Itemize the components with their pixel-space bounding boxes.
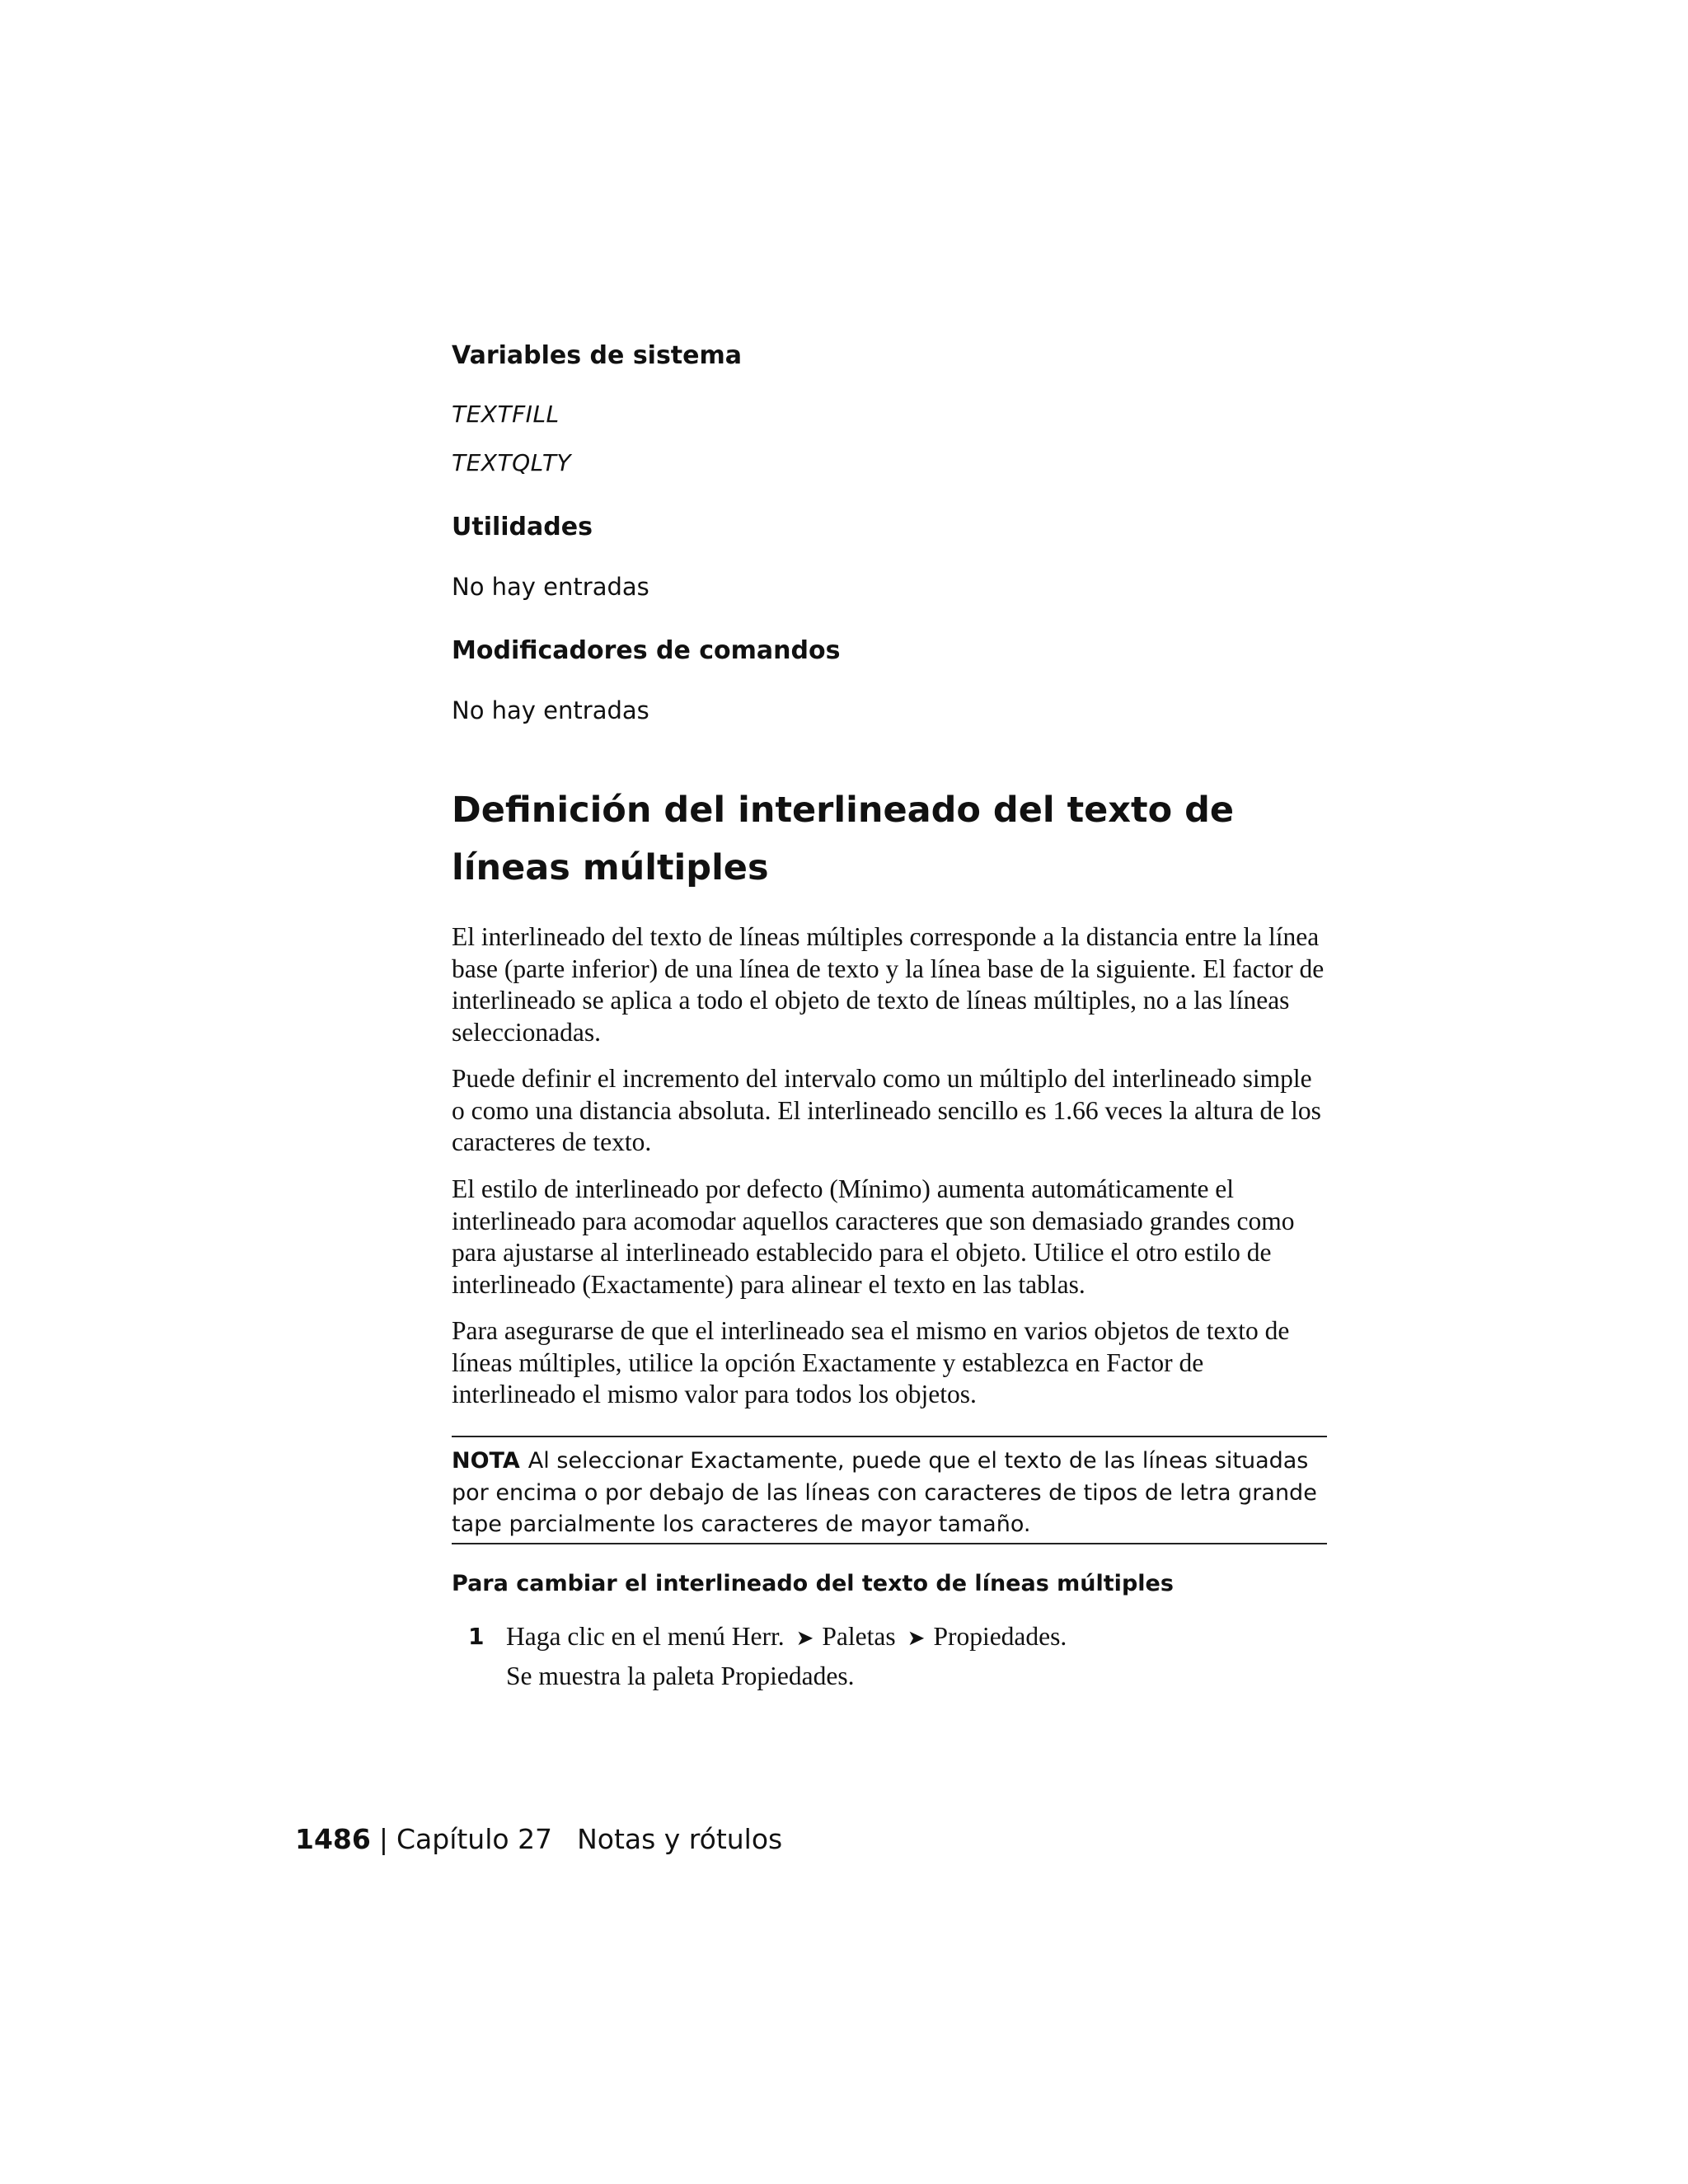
command-modifiers-text: No hay entradas xyxy=(452,696,649,724)
command-modifiers-heading: Modificadores de comandos xyxy=(452,636,841,665)
chapter-label: Capítulo 27 xyxy=(396,1823,553,1855)
system-variables-heading: Variables de sistema xyxy=(452,341,743,370)
step-instruction xyxy=(506,1620,1067,1655)
note-body: Al seleccionar Exactamente, puede que el texto de las líneas situadas por encima o por debajo de las líneas con caracteres de tipos de letra grande tape parcialmente los caracteres de mayor tamaño. xyxy=(452,1448,1317,1537)
chapter-title: Notas y rótulos xyxy=(577,1823,783,1855)
note-text xyxy=(452,1446,1327,1541)
step-menu-text: Haga clic en el menú Herr. xyxy=(506,1622,785,1651)
arrow-right-icon: ➤ xyxy=(907,1626,926,1651)
note-box xyxy=(452,1436,1327,1544)
page-number: 1486 xyxy=(295,1823,371,1855)
step-menu-paletas: Paletas xyxy=(822,1622,896,1651)
footer-separator: | xyxy=(378,1823,388,1855)
utilities-text: No hay entradas xyxy=(452,573,649,601)
arrow-right-icon: ➤ xyxy=(795,1626,814,1651)
body-paragraph: Puede definir el incremento del intervalo como un múltiplo del interlineado simple o como una distancia absoluta. El interlineado sencillo es 1.66 veces la altura de los caracteres de texto. xyxy=(452,1064,1321,1156)
system-variable-item: TEXTFILL xyxy=(452,401,560,428)
step-menu-propiedades: Propiedades. xyxy=(933,1622,1067,1651)
note-label: NOTA xyxy=(452,1448,520,1474)
system-variable-item: TEXTQLTY xyxy=(452,449,572,476)
utilities-heading: Utilidades xyxy=(452,513,593,541)
body-paragraph: El interlineado del texto de líneas múltiples corresponde a la distancia entre la línea base (parte inferior) de una línea de texto y la línea base de la siguiente. El factor de interlineado se aplica a todo el objeto de texto de líneas múltiples, no a las líneas seleccionadas. xyxy=(452,922,1325,1047)
section-title: Definición del interlineado del texto de líneas múltiples xyxy=(452,790,1235,888)
step-number: 1 xyxy=(468,1623,485,1650)
body-paragraph: El estilo de interlineado por defecto (Mínimo) aumenta automáticamente el interlineado para acomodar aquellos caracteres que son demasiado grandes como para ajustarse al interlineado establecido para el objeto. Utilice el otro estilo de interlineado (Exactamente) para alinear el texto en las tablas. xyxy=(452,1174,1295,1299)
body-paragraph: Para asegurarse de que el interlineado sea el mismo en varios objetos de texto de líneas múltiples, utilice la opción Exactamente y establezca en Factor de interlineado el mismo valor para todos los objetos. xyxy=(452,1316,1290,1408)
procedure-heading: Para cambiar el interlineado del texto de líneas múltiples xyxy=(452,1571,1174,1596)
page-footer xyxy=(295,1823,782,1856)
step-result: Se muestra la paleta Propiedades. xyxy=(506,1661,855,1690)
